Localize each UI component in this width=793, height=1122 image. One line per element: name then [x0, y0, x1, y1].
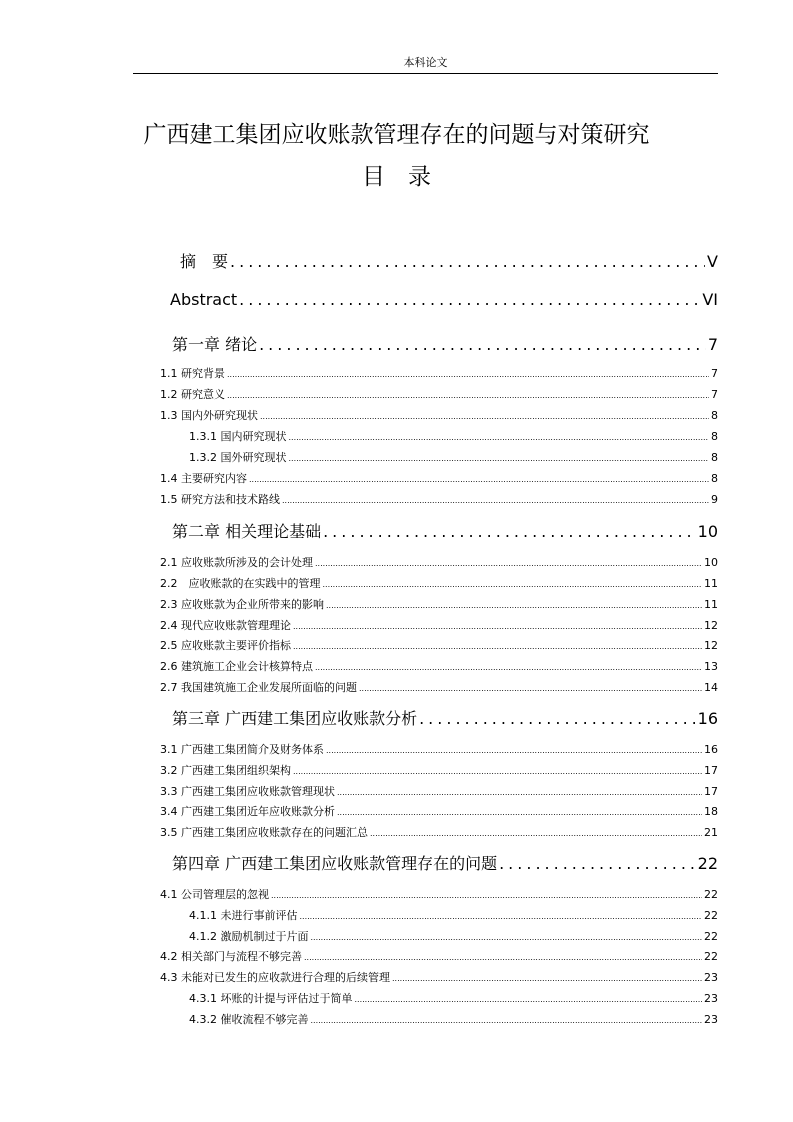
toc-entry-label: 第二章 相关理论基础: [172, 522, 322, 541]
toc-entry-4-1[interactable]: [160, 886, 718, 902]
toc-entry-page: 22: [704, 888, 718, 901]
toc-entry-page: 16: [697, 709, 718, 728]
toc-entry-label: 2.5 应收账款主要评价指标: [160, 639, 291, 652]
toc-entry-1-1[interactable]: [160, 365, 718, 381]
toc-entry-page: 10: [704, 556, 718, 569]
toc-entry-page: V: [707, 252, 718, 271]
toc-entry-page: 11: [704, 577, 718, 590]
toc-heading: 目 录: [362, 164, 431, 190]
toc-leader: [315, 663, 702, 672]
toc-entry-page: 8: [711, 409, 718, 422]
toc-leader: [304, 953, 702, 962]
toc-leader: [337, 808, 702, 817]
toc-entry-page: 16: [704, 743, 718, 756]
toc-entry-4-1-1[interactable]: [189, 907, 718, 923]
toc-entry-label: 3.4 广西建工集团近年应收账款分析: [160, 805, 335, 818]
toc-entry-3-2[interactable]: [160, 762, 718, 778]
toc-leader: [326, 601, 702, 610]
toc-entry-1-3-2[interactable]: [189, 449, 718, 465]
toc-entry-label: 1.3 国内外研究现状: [160, 409, 258, 422]
toc-leader: [419, 709, 696, 728]
toc-entry-label: 4.1.2 激励机制过于片面: [189, 930, 309, 943]
toc-entry-2-2[interactable]: [160, 575, 718, 591]
toc-entry-4-3-2[interactable]: [189, 1011, 718, 1027]
toc-leader: [315, 559, 702, 568]
toc-leader: [359, 684, 702, 693]
toc-entry-label: 3.1 广西建工集团简介及财务体系: [160, 743, 324, 756]
toc-entry-page: 8: [711, 472, 718, 485]
toc-entry-label: 1.5 研究方法和技术路线: [160, 493, 280, 506]
toc-entry-page: 7: [707, 335, 718, 354]
toc-entry-page: 14: [704, 681, 718, 694]
toc-entry-chapter-4[interactable]: [172, 851, 718, 874]
toc-leader: [323, 580, 703, 589]
toc-leader: [293, 642, 702, 651]
toc-entry-label: 2.4 现代应收账款管理理论: [160, 619, 291, 632]
page-header: 本科论文: [133, 56, 718, 74]
document-title: 广西建工集团应收账款管理存在的问题与对策研究: [143, 122, 650, 148]
toc-entry-page: 9: [711, 493, 718, 506]
toc-leader: [289, 454, 710, 463]
toc-entry-page: 22: [704, 950, 718, 963]
toc-entry-page: VI: [702, 290, 718, 309]
toc-entry-4-3-1[interactable]: [189, 990, 718, 1006]
toc-entry-1-3[interactable]: [160, 407, 718, 423]
toc-leader: [230, 252, 705, 271]
toc-entry-page: 23: [704, 1013, 718, 1026]
toc-entry-page: 7: [711, 388, 718, 401]
toc-entry-page: 23: [704, 992, 718, 1005]
toc-leader: [260, 412, 709, 421]
toc-entry-3-4[interactable]: [160, 803, 718, 819]
toc-entry-chapter-3[interactable]: [172, 706, 718, 729]
toc-leader: [355, 995, 703, 1004]
toc-entry-page: 11: [704, 598, 718, 611]
toc-entry-page: 13: [704, 660, 718, 673]
toc-leader: [239, 290, 700, 309]
toc-entry-page: 18: [704, 805, 718, 818]
toc-entry-2-6[interactable]: [160, 658, 718, 674]
toc-entry-3-3[interactable]: [160, 783, 718, 799]
toc-entry-label: 3.3 广西建工集团应收账款管理现状: [160, 785, 335, 798]
toc-entry-2-7[interactable]: [160, 679, 718, 695]
toc-leader: [311, 933, 703, 942]
toc-entry-label: 第三章 广西建工集团应收账款分析: [172, 709, 418, 728]
toc-entry-label: 4.2 相关部门与流程不够完善: [160, 950, 302, 963]
toc-entry-label: 1.1 研究背景: [160, 367, 225, 380]
toc-entry-2-5[interactable]: [160, 637, 718, 653]
toc-entry-page: 8: [711, 451, 718, 464]
toc-entry-page: 22: [697, 854, 718, 873]
toc-leader: [499, 854, 696, 873]
toc-entry-page: 17: [704, 785, 718, 798]
toc-entry-label: 4.3.2 催收流程不够完善: [189, 1013, 309, 1026]
toc-entry-page: 8: [711, 430, 718, 443]
toc-entry-1-2[interactable]: [160, 386, 718, 402]
toc-leader: [249, 475, 709, 484]
toc-entry-label: 2.7 我国建筑施工企业发展所面临的问题: [160, 681, 357, 694]
toc-entry-label: 4.1.1 未进行事前评估: [189, 909, 298, 922]
toc-entry-label: 3.2 广西建工集团组织架构: [160, 764, 291, 777]
toc-leader: [227, 391, 709, 400]
toc-entry-page: 22: [704, 930, 718, 943]
toc-leader: [337, 788, 702, 797]
toc-entry-1-3-1[interactable]: [189, 428, 718, 444]
toc-entry-page: 21: [704, 826, 718, 839]
toc-entry-4-1-2[interactable]: [189, 928, 718, 944]
toc-entry-page: 12: [704, 619, 718, 632]
toc-leader: [289, 433, 710, 442]
toc-entry-label: 第一章 绪论: [172, 335, 258, 354]
toc-leader: [311, 1016, 703, 1025]
toc-entry-label: 3.5 广西建工集团应收账款存在的问题汇总: [160, 826, 368, 839]
toc-entry-abstract-en[interactable]: [170, 290, 718, 309]
toc-leader: [326, 746, 702, 755]
toc-leader: [271, 891, 702, 900]
toc-entry-abstract-cn[interactable]: [180, 249, 718, 272]
toc-leader: [227, 370, 709, 379]
toc-entry-label: 2.1 应收账款所涉及的会计处理: [160, 556, 313, 569]
toc-entry-page: 17: [704, 764, 718, 777]
toc-leader: [293, 622, 702, 631]
toc-entry-label: 摘 要: [180, 252, 229, 271]
toc-entry-label: 2.2 应收账款的在实践中的管理: [160, 577, 321, 590]
toc-entry-label: 1.3.1 国内研究现状: [189, 430, 287, 443]
toc-entry-page: 12: [704, 639, 718, 652]
toc-entry-page: 7: [711, 367, 718, 380]
toc-entry-3-1[interactable]: [160, 741, 718, 757]
toc-leader: [392, 974, 702, 983]
toc-entry-chapter-1[interactable]: [172, 332, 718, 355]
toc-leader: [300, 912, 703, 921]
toc-entry-1-5[interactable]: [160, 491, 718, 507]
toc-entry-label: 2.6 建筑施工企业会计核算特点: [160, 660, 313, 673]
toc-leader: [323, 522, 696, 541]
toc-entry-2-4[interactable]: [160, 617, 718, 633]
toc-entry-2-1[interactable]: [160, 554, 718, 570]
toc-entry-label: 4.3 未能对已发生的应收款进行合理的后续管理: [160, 971, 390, 984]
toc-entry-page: 23: [704, 971, 718, 984]
toc-entry-4-3[interactable]: [160, 969, 718, 985]
toc-entry-2-3[interactable]: [160, 596, 718, 612]
toc-entry-1-4[interactable]: [160, 470, 718, 486]
toc-entry-label: 第四章 广西建工集团应收账款管理存在的问题: [172, 854, 498, 873]
toc-entry-label: 1.4 主要研究内容: [160, 472, 247, 485]
toc-entry-label: Abstract: [170, 290, 238, 309]
toc-entry-page: 22: [704, 909, 718, 922]
toc-leader: [259, 335, 706, 354]
toc-entry-label: 1.2 研究意义: [160, 388, 225, 401]
toc-entry-label: 4.3.1 坏账的计提与评估过于简单: [189, 992, 353, 1005]
toc-entry-label: 2.3 应收账款为企业所带来的影响: [160, 598, 324, 611]
toc-entry-chapter-2[interactable]: [172, 519, 718, 542]
toc-entry-label: 4.1 公司管理层的忽视: [160, 888, 269, 901]
toc-entry-page: 10: [697, 522, 718, 541]
toc-leader: [370, 829, 702, 838]
toc-leader: [282, 496, 709, 505]
toc-leader: [293, 767, 702, 776]
toc-entry-4-2[interactable]: [160, 948, 718, 964]
toc-entry-3-5[interactable]: [160, 824, 718, 840]
toc-entry-label: 1.3.2 国外研究现状: [189, 451, 287, 464]
